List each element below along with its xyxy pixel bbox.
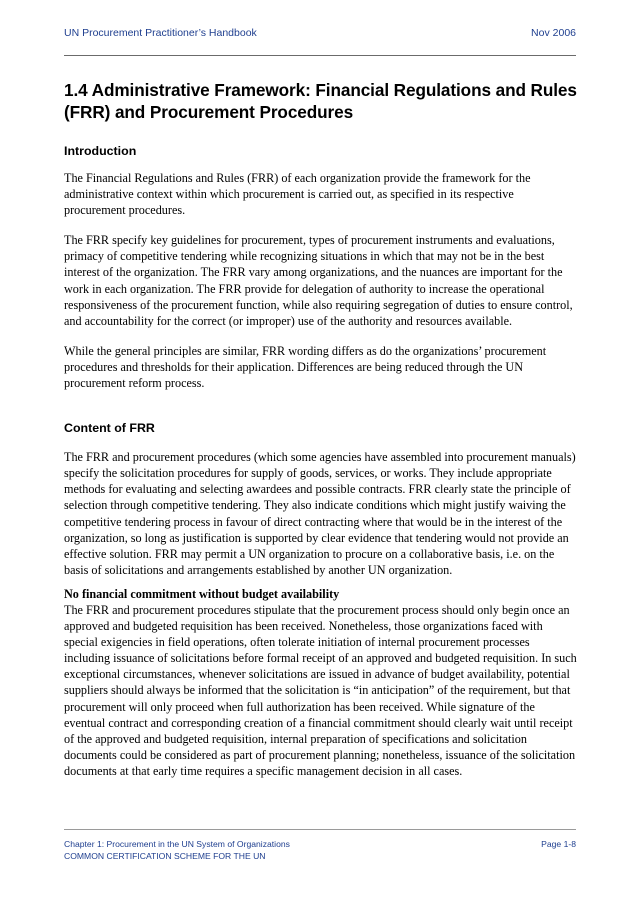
paragraph-intro-2: The FRR specify key guidelines for procurement, types of procurement instruments and evaluations, primacy of competitive tendering while recognizing situations in which that may not be in the best interest of the organization. The FRR vary among organizations, and the nuances are important for the work in each organization. The FRR provide for delegation of authority to increase the operational responsiveness of the procurement function, while also requiring segregation of duties to ensure control, and accountability for the correct (or improper) use of the authority and resources available. [64, 233, 573, 328]
footer-page-number: Page 1-8 [541, 839, 576, 849]
paragraph-intro-3: While the general principles are similar, FRR wording differs as do the organizations’ procurement procedures and thresholds for their application. Differences are being reduced through the UN procurement reform process. [64, 343, 547, 391]
heading-introduction: Introduction [64, 144, 137, 158]
header-rule [64, 55, 576, 56]
heading-content-of-frr: Content of FRR [64, 421, 155, 436]
footer-chapter: Chapter 1: Procurement in the UN System of Organizations [64, 839, 290, 849]
paragraph-content-1: The FRR and procurement procedures (which some agencies have assembled into procurement manuals) specify the solicitation procedures for supply of goods, services, or works. They include appropriate methods for evaluating and selecting awardees and possible contracts. FRR clearly state the principle of selection through competitive tendering. They also indicate conditions which might justify waiving the competitive tendering process in favour of direct contracting where that would be in the interest of the organization, so long as justification is supported by clear evidence that tendering would not provide an effective solution. FRR may permit a UN organization to procure on a collaborative basis, i.e. on the basis of solicitations and arrangements established by another UN organization. [64, 450, 576, 577]
section-title: 1.4 Administrative Framework: Financial Regulations and Rules (FRR) and Procurement Procedures [64, 80, 577, 122]
header-date: Nov 2006 [531, 27, 576, 39]
running-footer [64, 838, 576, 868]
footer-rule [64, 829, 576, 830]
footer-scheme: COMMON CERTIFICATION SCHEME FOR THE UN [64, 851, 266, 861]
paragraph-budget-availability: The FRR and procurement procedures stipulate that the procurement process should only begin once an approved and budgeted requisition has been received. Nonetheless, those organizations faced with special exigencies in field operations, often tolerate initiation of internal procurement processes including issuance of solicitations before formal receipt of an approved and budgeted requisition. In such exceptional circumstances, whenever solicitations are issued in advance of budget availability, potential suppliers should always be informed that the solicitation is “in anticipation” of the requirement, but that procurement will only proceed when full authorization has been received. While signature of the eventual contract and corresponding creation of a financial commitment should clearly wait until receipt of the approved and budgeted requisition, internal preparation of specifications and solicitation documents could be considered as part of procurement planning; nonetheless, issuance of the solicitation documents at that early time requires a specific management decision in all cases. [64, 602, 577, 778]
subheading-budget-availability: No financial commitment without budget availability [64, 586, 340, 601]
running-header [64, 27, 576, 43]
header-title: UN Procurement Practitioner’s Handbook [64, 27, 257, 39]
document-body [64, 79, 578, 779]
paragraph-intro-1: The Financial Regulations and Rules (FRR) of each organization provide the framework for the administrative context within which procurement is carried out, as specified in its respective procurement procedures. [64, 171, 531, 218]
